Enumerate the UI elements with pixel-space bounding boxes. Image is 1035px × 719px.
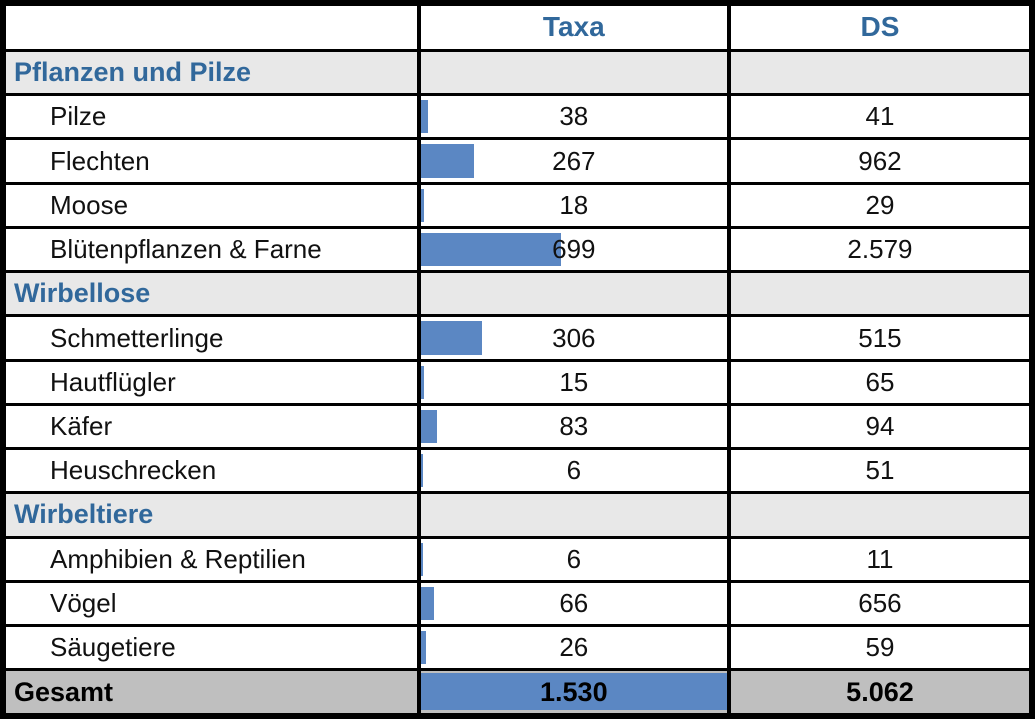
section-empty-taxa-cell — [419, 272, 729, 316]
ds-value: 65 — [729, 360, 1032, 404]
taxa-databar — [421, 410, 438, 443]
table-row-moose — [3, 183, 1032, 227]
row-label: Vögel — [3, 581, 419, 625]
taxa-databar — [421, 631, 426, 664]
row-label: Heuschrecken — [3, 449, 419, 493]
taxa-databar — [421, 189, 425, 222]
row-label: Hautflügler — [3, 360, 419, 404]
row-label: Flechten — [3, 139, 419, 183]
ds-value: 515 — [729, 316, 1032, 360]
ds-value: 51 — [729, 449, 1032, 493]
taxa-cell — [419, 316, 729, 360]
header-row — [3, 3, 1032, 50]
taxa-databar — [421, 100, 429, 133]
ds-value: 656 — [729, 581, 1032, 625]
table-row-flechten — [3, 139, 1032, 183]
taxa-cell — [419, 626, 729, 670]
section-empty-taxa-cell — [419, 50, 729, 94]
taxa-databar — [421, 587, 434, 620]
taxa-cell — [419, 139, 729, 183]
row-label: Moose — [3, 183, 419, 227]
taxa-cell — [419, 449, 729, 493]
table-row-bluetenpflanzen-farne — [3, 227, 1032, 271]
taxa-cell — [419, 95, 729, 139]
taxa-databar — [421, 366, 424, 399]
taxa-cell — [419, 581, 729, 625]
ds-value: 41 — [729, 95, 1032, 139]
row-label: Pilze — [3, 95, 419, 139]
taxa-value: 83 — [559, 410, 589, 441]
taxa-databar — [421, 321, 482, 354]
taxa-cell — [419, 404, 729, 448]
table-row-saeugetiere — [3, 626, 1032, 670]
ds-value: 962 — [729, 139, 1032, 183]
section-row-wirbeltiere — [3, 493, 1032, 537]
total-row — [3, 670, 1032, 716]
taxa-value: 38 — [559, 101, 589, 132]
section-empty-taxa-cell — [419, 493, 729, 537]
total-taxa-value: 1.530 — [540, 676, 608, 707]
ds-value: 59 — [729, 626, 1032, 670]
taxa-value: 18 — [559, 189, 589, 220]
header-empty-cell — [3, 3, 419, 50]
row-label: Käfer — [3, 404, 419, 448]
table-row-heuschrecken — [3, 449, 1032, 493]
table-row-kaefer — [3, 404, 1032, 448]
section-empty-ds-cell — [729, 50, 1032, 94]
taxa-value: 26 — [559, 632, 589, 663]
section-label: Wirbellose — [3, 272, 419, 316]
table-row-amphibien-reptilien — [3, 537, 1032, 581]
column-header-taxa: Taxa — [419, 3, 729, 50]
taxa-value: 6 — [566, 543, 582, 574]
table-row-pilze — [3, 95, 1032, 139]
row-label: Amphibien & Reptilien — [3, 537, 419, 581]
ds-value: 11 — [729, 537, 1032, 581]
section-row-wirbellose — [3, 272, 1032, 316]
ds-value: 94 — [729, 404, 1032, 448]
taxa-databar — [421, 454, 423, 487]
total-label: Gesamt — [3, 670, 419, 716]
table-row-voegel — [3, 581, 1032, 625]
section-empty-ds-cell — [729, 493, 1032, 537]
row-label: Säugetiere — [3, 626, 419, 670]
total-taxa-cell — [419, 670, 729, 716]
section-row-pflanzen-und-pilze — [3, 50, 1032, 94]
ds-value: 2.579 — [729, 227, 1032, 271]
row-label: Blütenpflanzen & Farne — [3, 227, 419, 271]
taxa-cell — [419, 183, 729, 227]
taxa-value: 267 — [552, 145, 596, 176]
taxa-value: 6 — [566, 455, 582, 486]
ds-value: 29 — [729, 183, 1032, 227]
taxa-value: 699 — [552, 234, 596, 265]
column-header-ds: DS — [729, 3, 1032, 50]
taxa-value: 306 — [552, 322, 596, 353]
taxa-value: 15 — [559, 366, 589, 397]
table-row-hautfluegler — [3, 360, 1032, 404]
section-label: Pflanzen und Pilze — [3, 50, 419, 94]
row-label: Schmetterlinge — [3, 316, 419, 360]
taxa-databar — [421, 543, 423, 576]
taxa-databar — [421, 233, 561, 266]
taxa-databar — [421, 144, 474, 177]
section-empty-ds-cell — [729, 272, 1032, 316]
taxa-cell — [419, 360, 729, 404]
taxa-cell — [419, 537, 729, 581]
section-label: Wirbeltiere — [3, 493, 419, 537]
total-ds-value: 5.062 — [729, 670, 1032, 716]
table-row-schmetterlinge — [3, 316, 1032, 360]
taxa-value: 66 — [559, 587, 589, 618]
taxa-cell — [419, 227, 729, 271]
